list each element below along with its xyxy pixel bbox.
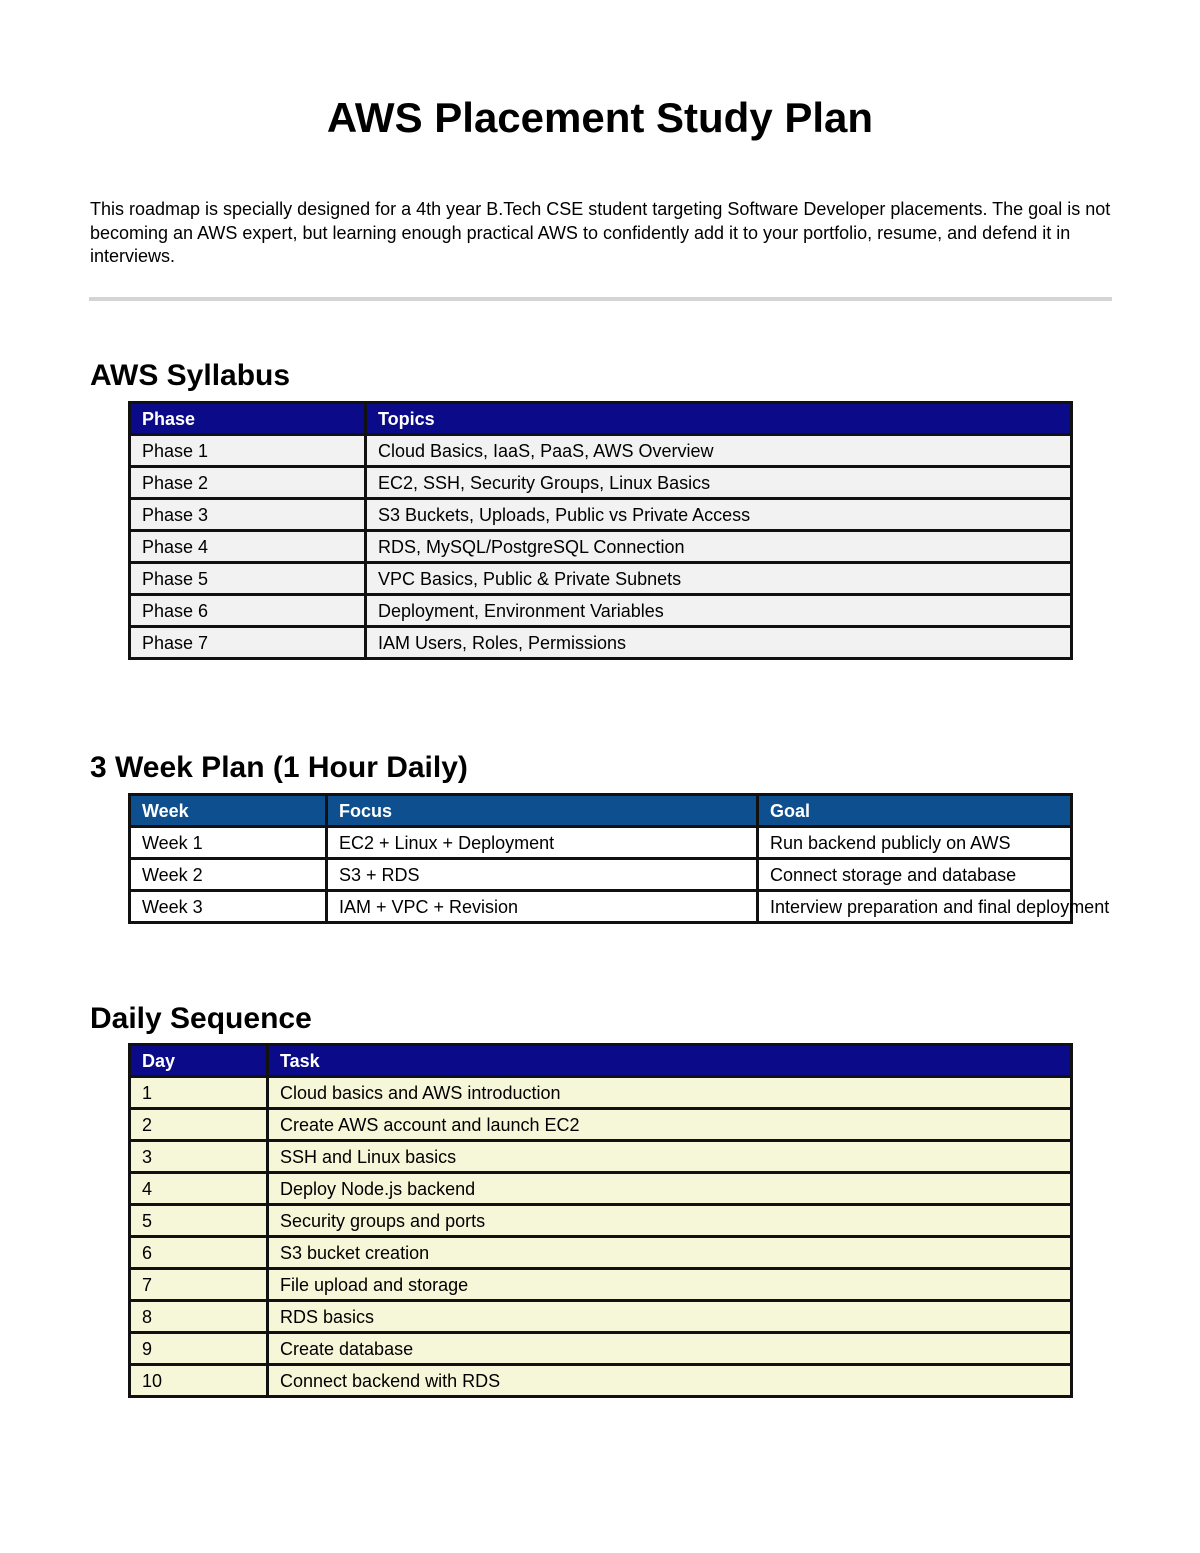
column-header-focus: Focus [327, 795, 758, 827]
week-plan-table [128, 793, 1110, 924]
column-header-topics: Topics [366, 403, 1072, 435]
task-cell: File upload and storage [268, 1269, 1072, 1301]
day-cell: 7 [130, 1269, 268, 1301]
task-cell: Create database [268, 1333, 1072, 1365]
syllabus-heading: AWS Syllabus [90, 359, 291, 392]
table-row [130, 1333, 1072, 1365]
daily-sequence-heading: Daily Sequence [90, 1002, 312, 1035]
table-row [130, 827, 1072, 859]
topics-cell: Cloud Basics, IaaS, PaaS, AWS Overview [366, 435, 1072, 467]
table-row [130, 1173, 1072, 1205]
day-cell: 3 [130, 1141, 268, 1173]
day-cell: 5 [130, 1205, 268, 1237]
divider [89, 297, 1112, 301]
focus-cell: EC2 + Linux + Deployment [327, 827, 758, 859]
task-cell: Cloud basics and AWS introduction [268, 1077, 1072, 1109]
phase-cell: Phase 6 [130, 595, 366, 627]
table-row [130, 1109, 1072, 1141]
task-cell: S3 bucket creation [268, 1237, 1072, 1269]
table-row [130, 531, 1072, 563]
topics-cell: S3 Buckets, Uploads, Public vs Private Access [366, 499, 1072, 531]
focus-cell: S3 + RDS [327, 859, 758, 891]
goal-cell: Interview preparation and final deployment [758, 891, 1072, 923]
column-header-task: Task [268, 1045, 1072, 1077]
goal-cell: Run backend publicly on AWS [758, 827, 1072, 859]
goal-cell: Connect storage and database [758, 859, 1072, 891]
table-row [130, 435, 1072, 467]
focus-cell: IAM + VPC + Revision [327, 891, 758, 923]
phase-cell: Phase 4 [130, 531, 366, 563]
table-row [130, 467, 1072, 499]
phase-cell: Phase 5 [130, 563, 366, 595]
day-cell: 4 [130, 1173, 268, 1205]
intro-paragraph: This roadmap is specially designed for a 4th year B.Tech CSE student targeting Software Developer placements. The goal is not becoming an AWS expert, but learning enough practical AWS to confidently add it to your portfolio, resume, and defend it in interviews. [90, 199, 1111, 266]
topics-cell: IAM Users, Roles, Permissions [366, 627, 1072, 659]
week-cell: Week 2 [130, 859, 327, 891]
day-cell: 8 [130, 1301, 268, 1333]
topics-cell: Deployment, Environment Variables [366, 595, 1072, 627]
week-plan-heading: 3 Week Plan (1 Hour Daily) [90, 751, 468, 784]
table-row [130, 1301, 1072, 1333]
table-row [130, 1365, 1072, 1397]
task-cell: Connect backend with RDS [268, 1365, 1072, 1397]
day-cell: 9 [130, 1333, 268, 1365]
daily-sequence-table [128, 1043, 1073, 1398]
table-header-row [130, 1045, 1072, 1077]
week-cell: Week 3 [130, 891, 327, 923]
table-row [130, 499, 1072, 531]
week-cell: Week 1 [130, 827, 327, 859]
table-header-row [130, 795, 1072, 827]
table-row [130, 1269, 1072, 1301]
table-row [130, 1205, 1072, 1237]
topics-cell: RDS, MySQL/PostgreSQL Connection [366, 531, 1072, 563]
column-header-phase: Phase [130, 403, 366, 435]
task-cell: SSH and Linux basics [268, 1141, 1072, 1173]
table-row [130, 891, 1072, 923]
phase-cell: Phase 3 [130, 499, 366, 531]
page-title: AWS Placement Study Plan [326, 94, 874, 141]
topics-cell: EC2, SSH, Security Groups, Linux Basics [366, 467, 1072, 499]
day-cell: 2 [130, 1109, 268, 1141]
day-cell: 1 [130, 1077, 268, 1109]
table-row [130, 1141, 1072, 1173]
task-cell: RDS basics [268, 1301, 1072, 1333]
table-row [130, 595, 1072, 627]
column-header-week: Week [130, 795, 327, 827]
column-header-goal: Goal [758, 795, 1072, 827]
topics-cell: VPC Basics, Public & Private Subnets [366, 563, 1072, 595]
table-row [130, 627, 1072, 659]
task-cell: Create AWS account and launch EC2 [268, 1109, 1072, 1141]
table-row [130, 1077, 1072, 1109]
table-row [130, 859, 1072, 891]
table-row [130, 1237, 1072, 1269]
table-header-row [130, 403, 1072, 435]
phase-cell: Phase 2 [130, 467, 366, 499]
phase-cell: Phase 7 [130, 627, 366, 659]
task-cell: Deploy Node.js backend [268, 1173, 1072, 1205]
table-row [130, 563, 1072, 595]
day-cell: 6 [130, 1237, 268, 1269]
column-header-day: Day [130, 1045, 268, 1077]
day-cell: 10 [130, 1365, 268, 1397]
task-cell: Security groups and ports [268, 1205, 1072, 1237]
phase-cell: Phase 1 [130, 435, 366, 467]
syllabus-table [128, 401, 1073, 660]
